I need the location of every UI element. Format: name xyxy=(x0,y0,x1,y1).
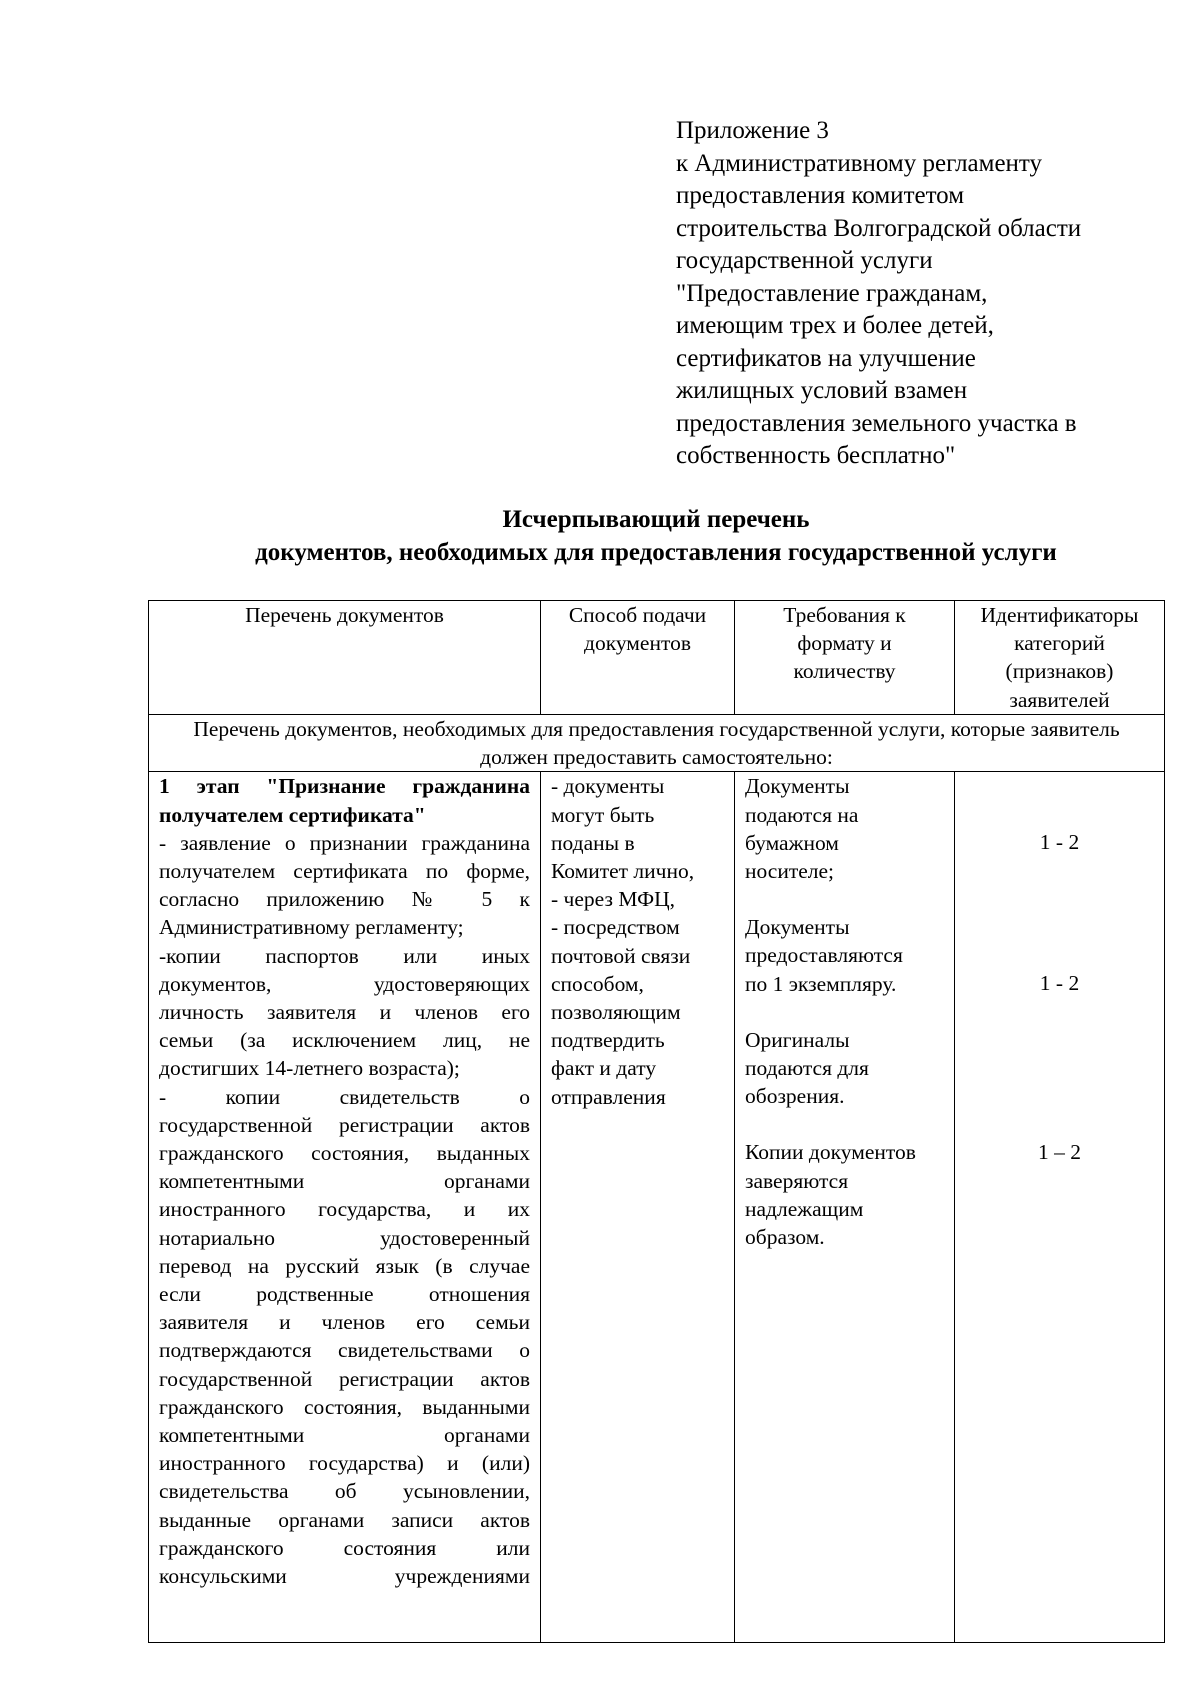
method-line: почтовой связи xyxy=(551,943,691,968)
req-line: Копии документов xyxy=(745,1140,916,1165)
method-cell xyxy=(541,772,735,1643)
method-line: - через МФЦ, xyxy=(551,887,676,912)
section-title: Перечень документов, необходимых для предоставления государственной услуги, которые заявитель должен предоставить самостоятельно: xyxy=(149,715,1165,772)
req-line: подаются на xyxy=(745,802,859,827)
doc-line: согласно приложению № 5 к xyxy=(159,887,530,912)
doc-line: семьи (за исключением лиц, не xyxy=(159,1028,530,1053)
doc-line: свидетельства об усыновлении, xyxy=(159,1479,530,1504)
doc-line: консульскими учреждениями xyxy=(159,1564,530,1589)
req-line: Документы xyxy=(745,774,850,799)
requirements-cell xyxy=(735,772,955,1643)
doc-line: - копии свидетельств о xyxy=(159,1084,530,1109)
req-line: надлежащим xyxy=(745,1196,864,1221)
method-line: позволяющим xyxy=(551,1000,681,1025)
doc-line: гражданского состояния, выданными xyxy=(159,1394,530,1419)
doc-line: выданные органами записи актов xyxy=(159,1507,530,1532)
doc-line: перевод на русский язык (в случае xyxy=(159,1253,530,1278)
header-submission-method: Способ подачи документов xyxy=(541,601,735,715)
applicant-id: 1 - 2 xyxy=(1039,970,1080,995)
page-title xyxy=(0,503,1200,569)
method-line: Комитет лично, xyxy=(551,859,695,884)
doc-line: государственной регистрации актов xyxy=(159,1112,530,1137)
method-line: способом, xyxy=(551,971,644,996)
doc-line: компетентными органами xyxy=(159,1169,530,1194)
doc-line: - заявление о признании гражданина xyxy=(159,830,530,855)
appendix-line: Приложение 3 xyxy=(676,117,829,144)
stage-title-line: 1 этап "Признание гражданина xyxy=(159,774,530,799)
req-line: бумажном xyxy=(745,830,839,855)
stage-title-line: получателем сертификата" xyxy=(159,802,426,827)
method-line: - документы xyxy=(551,774,665,799)
header-format-requirements: Требования к формату и количеству xyxy=(735,601,955,715)
method-line: могут быть xyxy=(551,802,655,827)
header-applicant-ids: Идентификаторы категорий (признаков) заявителей xyxy=(955,601,1165,715)
method-line: подтвердить xyxy=(551,1028,665,1053)
section-row xyxy=(149,715,1165,772)
appendix-line: к Административному регламенту xyxy=(676,149,1043,177)
doc-line: гражданского состояния или xyxy=(159,1535,530,1560)
appendix-block xyxy=(676,115,1176,473)
appendix-line: "Предоставление гражданам, xyxy=(676,279,988,307)
appendix-line: предоставления комитетом xyxy=(676,182,965,209)
appendix-line: строительства Волгоградской области xyxy=(676,214,1082,242)
appendix-line: государственной услуги xyxy=(676,247,933,274)
doc-line: заявителя и членов его семьи xyxy=(159,1310,530,1335)
appendix-line: имеющим трех и более детей, xyxy=(676,312,994,339)
method-line: факт и дату xyxy=(551,1056,657,1081)
req-line: Оригиналы xyxy=(745,1027,850,1052)
req-line: образом. xyxy=(745,1225,825,1250)
req-line: Документы xyxy=(745,915,850,940)
doc-line: компетентными органами xyxy=(159,1423,530,1448)
title-line-1: Исчерпывающий перечень xyxy=(502,506,810,533)
documents-cell xyxy=(149,772,541,1643)
appendix-line: предоставления земельного участка в xyxy=(676,409,1077,437)
doc-line: Административному регламенту; xyxy=(159,915,464,940)
doc-line: государственной регистрации актов xyxy=(159,1366,530,1391)
doc-line: иностранного государства, и их xyxy=(159,1197,530,1222)
method-line: отправления xyxy=(551,1084,666,1109)
applicant-id: 1 – 2 xyxy=(1038,1139,1081,1164)
documents-table xyxy=(148,600,1165,1643)
appendix-line: собственность бесплатно" xyxy=(676,442,956,469)
doc-line: иностранного государства) и (или) xyxy=(159,1451,530,1476)
doc-line: гражданского состояния, выданных xyxy=(159,1141,530,1166)
header-documents-list: Перечень документов xyxy=(149,601,541,715)
doc-line: достигших 14-летнего возраста); xyxy=(159,1056,460,1081)
doc-line: документов, удостоверяющих xyxy=(159,971,530,996)
table-header-row xyxy=(149,601,1165,715)
doc-line: если родственные отношения xyxy=(159,1282,530,1307)
method-line: - посредством xyxy=(551,915,680,940)
req-line: носителе; xyxy=(745,859,835,884)
method-line: поданы в xyxy=(551,830,635,855)
req-line: обозрения. xyxy=(745,1084,845,1109)
doc-line: получателем сертификата по форме, xyxy=(159,859,530,884)
applicant-id: 1 - 2 xyxy=(1039,830,1080,855)
req-line: по 1 экземпляру. xyxy=(745,971,897,996)
doc-line: нотариально удостоверенный xyxy=(159,1225,530,1250)
req-line: заверяются xyxy=(745,1168,849,1193)
req-line: предоставляются xyxy=(745,943,903,968)
appendix-line: жилищных условий взамен xyxy=(676,377,968,404)
appendix-line: сертификатов на улучшение xyxy=(676,344,976,372)
req-line: подаются для xyxy=(745,1056,869,1081)
title-line-2: документов, необходимых для предоставления государственной услуги xyxy=(255,539,1057,566)
table-row xyxy=(149,772,1165,1643)
doc-line: подтверждаются свидетельствами о xyxy=(159,1338,530,1363)
doc-line: -копии паспортов или иных xyxy=(159,943,530,968)
doc-line: личность заявителя и членов его xyxy=(159,1000,530,1025)
ids-cell xyxy=(955,772,1165,1643)
